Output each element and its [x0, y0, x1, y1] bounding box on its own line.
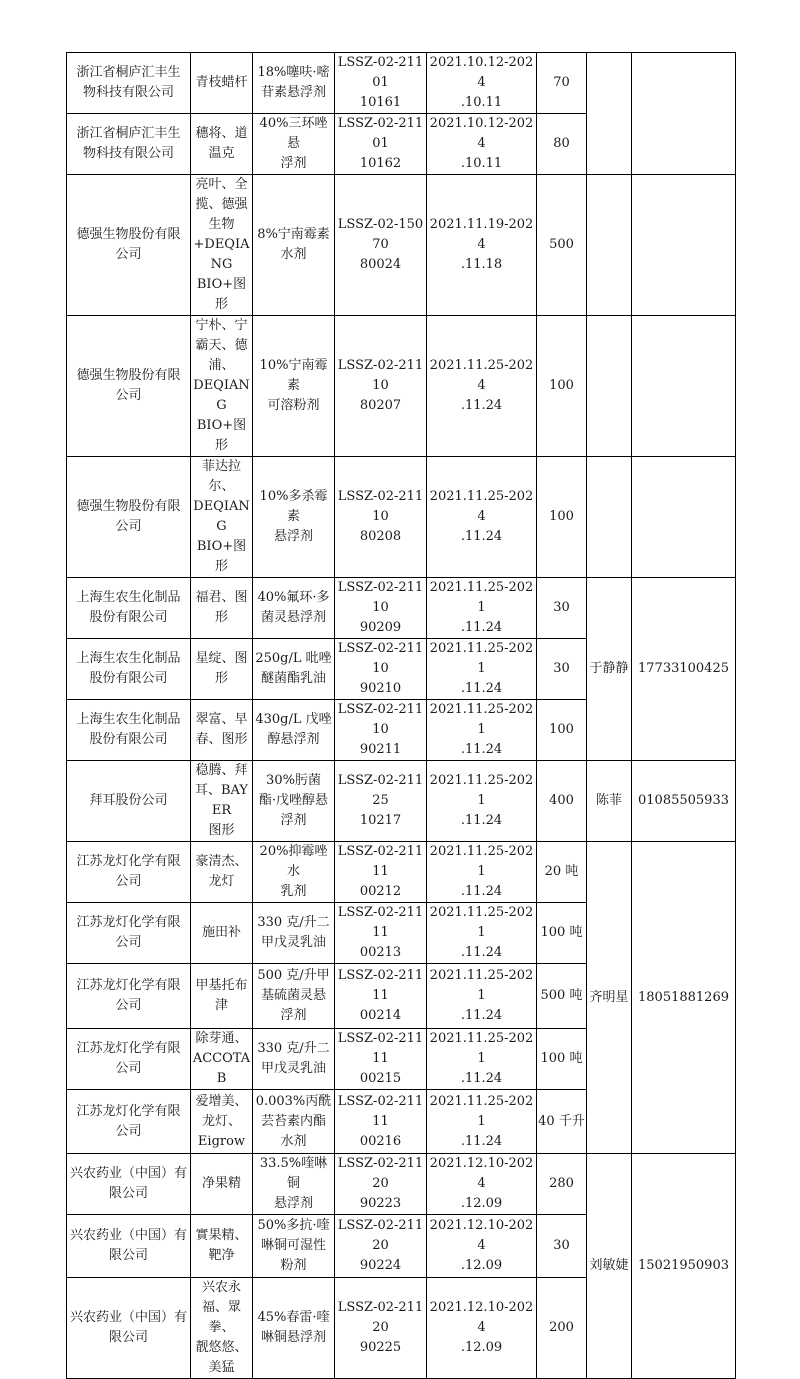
quantity-cell: 40 千升 [537, 1090, 587, 1154]
product-cell: 50%多抗·喹 啉铜可湿性 粉剂 [253, 1215, 335, 1278]
trademark-cell: 穗将、道 温克 [191, 114, 253, 175]
table-row [67, 1154, 736, 1215]
phone-cell [632, 175, 736, 316]
table-body [67, 53, 736, 1379]
validity-cell: 2021.11.25-2024 .11.24 [427, 316, 537, 457]
company-cell: 上海生农生化制品 股份有限公司 [67, 639, 191, 700]
license-cell: LSSZ-02-21110 90210 [335, 639, 427, 700]
trademark-cell: 稳腾、拜 耳、BAYER 图形 [191, 761, 253, 842]
company-cell: 兴农药业（中国）有 限公司 [67, 1154, 191, 1215]
trademark-cell: 亮叶、全 揽、德强 生物 +DEQIANG BIO+图形 [191, 175, 253, 316]
table-row [67, 457, 736, 578]
company-cell: 上海生农生化制品 股份有限公司 [67, 700, 191, 761]
contact-cell: 陈菲 [587, 761, 632, 842]
product-cell: 45%春雷·喹 啉铜悬浮剂 [253, 1278, 335, 1379]
trademark-cell: 實果精、 靶净 [191, 1215, 253, 1278]
license-cell: LSSZ-02-21111 00214 [335, 964, 427, 1029]
product-cell: 10%宁南霉素 可溶粉剂 [253, 316, 335, 457]
company-cell: 德强生物股份有限 公司 [67, 457, 191, 578]
quantity-cell: 500 [537, 175, 587, 316]
phone-cell [632, 457, 736, 578]
license-cell: LSSZ-02-21110 80208 [335, 457, 427, 578]
validity-cell: 2021.10.12-2024 .10.11 [427, 53, 537, 114]
validity-cell: 2021.12.10-2024 .12.09 [427, 1215, 537, 1278]
company-cell: 兴农药业（中国）有 限公司 [67, 1278, 191, 1379]
product-cell: 330 克/升二 甲戊灵乳油 [253, 1029, 335, 1090]
quantity-cell: 100 吨 [537, 903, 587, 964]
quantity-cell: 20 吨 [537, 842, 587, 903]
validity-cell: 2021.11.25-2021 .11.24 [427, 964, 537, 1029]
license-cell: LSSZ-02-21101 10162 [335, 114, 427, 175]
company-cell: 拜耳股份公司 [67, 761, 191, 842]
validity-cell: 2021.12.10-2024 .12.09 [427, 1278, 537, 1379]
validity-cell: 2021.11.25-2021 .11.24 [427, 639, 537, 700]
product-cell: 18%噻呋·嘧 苷素悬浮剂 [253, 53, 335, 114]
license-table [66, 52, 736, 1379]
validity-cell: 2021.11.25-2021 .11.24 [427, 842, 537, 903]
company-cell: 上海生农生化制品 股份有限公司 [67, 578, 191, 639]
contact-cell: 齐明星 [587, 842, 632, 1154]
validity-cell: 2021.11.25-2021 .11.24 [427, 1029, 537, 1090]
product-cell: 330 克/升二 甲戊灵乳油 [253, 903, 335, 964]
trademark-cell: 宁朴、宁 霸天、德 浦、 DEQIANG BIO+图形 [191, 316, 253, 457]
contact-cell: 于静静 [587, 578, 632, 761]
license-cell: LSSZ-02-21110 90211 [335, 700, 427, 761]
phone-cell: 01085505933 [632, 761, 736, 842]
product-cell: 40%氟环·多 菌灵悬浮剂 [253, 578, 335, 639]
license-cell: LSSZ-02-21120 90224 [335, 1215, 427, 1278]
phone-cell [632, 53, 736, 175]
validity-cell: 2021.11.19-2024 .11.18 [427, 175, 537, 316]
product-cell: 500 克/升甲 基硫菌灵悬 浮剂 [253, 964, 335, 1029]
quantity-cell: 30 [537, 1215, 587, 1278]
validity-cell: 2021.11.25-2021 .11.24 [427, 761, 537, 842]
company-cell: 江苏龙灯化学有限 公司 [67, 1090, 191, 1154]
quantity-cell: 400 [537, 761, 587, 842]
license-cell: LSSZ-02-21110 90209 [335, 578, 427, 639]
license-cell: LSSZ-02-21101 10161 [335, 53, 427, 114]
trademark-cell: 福君、图 形 [191, 578, 253, 639]
license-cell: LSSZ-02-15070 80024 [335, 175, 427, 316]
quantity-cell: 100 [537, 700, 587, 761]
trademark-cell: 净果精 [191, 1154, 253, 1215]
product-cell: 250g/L 吡唑 醚菌酯乳油 [253, 639, 335, 700]
validity-cell: 2021.11.25-2021 .11.24 [427, 700, 537, 761]
company-cell: 江苏龙灯化学有限 公司 [67, 842, 191, 903]
quantity-cell: 80 [537, 114, 587, 175]
trademark-cell: 青枝蜡杆 [191, 53, 253, 114]
license-cell: LSSZ-02-21111 00212 [335, 842, 427, 903]
license-cell: LSSZ-02-21111 00213 [335, 903, 427, 964]
table-row [67, 53, 736, 114]
product-cell: 30%肟菌 酯·戊唑醇悬 浮剂 [253, 761, 335, 842]
quantity-cell: 100 [537, 316, 587, 457]
table-row [67, 175, 736, 316]
product-cell: 0.003%丙酰 芸苔素内酯 水剂 [253, 1090, 335, 1154]
trademark-cell: 兴农永 福、眾拳、 靓悠悠、 美猛 [191, 1278, 253, 1379]
product-cell: 430g/L 戊唑 醇悬浮剂 [253, 700, 335, 761]
product-cell: 10%多杀霉素 悬浮剂 [253, 457, 335, 578]
contact-cell: 刘敏婕 [587, 1154, 632, 1379]
company-cell: 兴农药业（中国）有 限公司 [67, 1215, 191, 1278]
phone-cell: 17733100425 [632, 578, 736, 761]
company-cell: 江苏龙灯化学有限 公司 [67, 964, 191, 1029]
validity-cell: 2021.12.10-2024 .12.09 [427, 1154, 537, 1215]
product-cell: 33.5%喹啉铜 悬浮剂 [253, 1154, 335, 1215]
quantity-cell: 100 [537, 457, 587, 578]
company-cell: 德强生物股份有限 公司 [67, 316, 191, 457]
table-row [67, 578, 736, 639]
validity-cell: 2021.11.25-2021 .11.24 [427, 1090, 537, 1154]
validity-cell: 2021.10.12-2024 .10.11 [427, 114, 537, 175]
trademark-cell: 除芽通、 ACCOTAB [191, 1029, 253, 1090]
trademark-cell: 星绽、图 形 [191, 639, 253, 700]
company-cell: 浙江省桐庐汇丰生 物科技有限公司 [67, 114, 191, 175]
license-cell: LSSZ-02-21120 90225 [335, 1278, 427, 1379]
contact-cell [587, 316, 632, 457]
trademark-cell: 翠富、早 春、图形 [191, 700, 253, 761]
product-cell: 20%抑霉唑水 乳剂 [253, 842, 335, 903]
table-row [67, 761, 736, 842]
validity-cell: 2021.11.25-2021 .11.24 [427, 903, 537, 964]
trademark-cell: 爱增美、 龙灯、 Eigrow [191, 1090, 253, 1154]
trademark-cell: 施田补 [191, 903, 253, 964]
trademark-cell: 甲基托布 津 [191, 964, 253, 1029]
license-cell: LSSZ-02-21111 00216 [335, 1090, 427, 1154]
quantity-cell: 30 [537, 578, 587, 639]
table-row [67, 842, 736, 903]
trademark-cell: 菲达拉 尔、 DEQIANG BIO+图形 [191, 457, 253, 578]
contact-cell [587, 53, 632, 175]
phone-cell: 15021950903 [632, 1154, 736, 1379]
trademark-cell: 豪清杰、 龙灯 [191, 842, 253, 903]
quantity-cell: 500 吨 [537, 964, 587, 1029]
quantity-cell: 70 [537, 53, 587, 114]
quantity-cell: 280 [537, 1154, 587, 1215]
phone-cell: 18051881269 [632, 842, 736, 1154]
phone-cell [632, 316, 736, 457]
company-cell: 江苏龙灯化学有限 公司 [67, 903, 191, 964]
table-row [67, 316, 736, 457]
validity-cell: 2021.11.25-2021 .11.24 [427, 578, 537, 639]
contact-cell [587, 175, 632, 316]
company-cell: 德强生物股份有限 公司 [67, 175, 191, 316]
license-cell: LSSZ-02-21120 90223 [335, 1154, 427, 1215]
validity-cell: 2021.11.25-2024 .11.24 [427, 457, 537, 578]
quantity-cell: 30 [537, 639, 587, 700]
license-cell: LSSZ-02-21110 80207 [335, 316, 427, 457]
quantity-cell: 200 [537, 1278, 587, 1379]
product-cell: 8%宁南霉素 水剂 [253, 175, 335, 316]
company-cell: 浙江省桐庐汇丰生 物科技有限公司 [67, 53, 191, 114]
contact-cell [587, 457, 632, 578]
company-cell: 江苏龙灯化学有限 公司 [67, 1029, 191, 1090]
license-cell: LSSZ-02-21125 10217 [335, 761, 427, 842]
product-cell: 40%三环唑悬 浮剂 [253, 114, 335, 175]
quantity-cell: 100 吨 [537, 1029, 587, 1090]
license-cell: LSSZ-02-21111 00215 [335, 1029, 427, 1090]
